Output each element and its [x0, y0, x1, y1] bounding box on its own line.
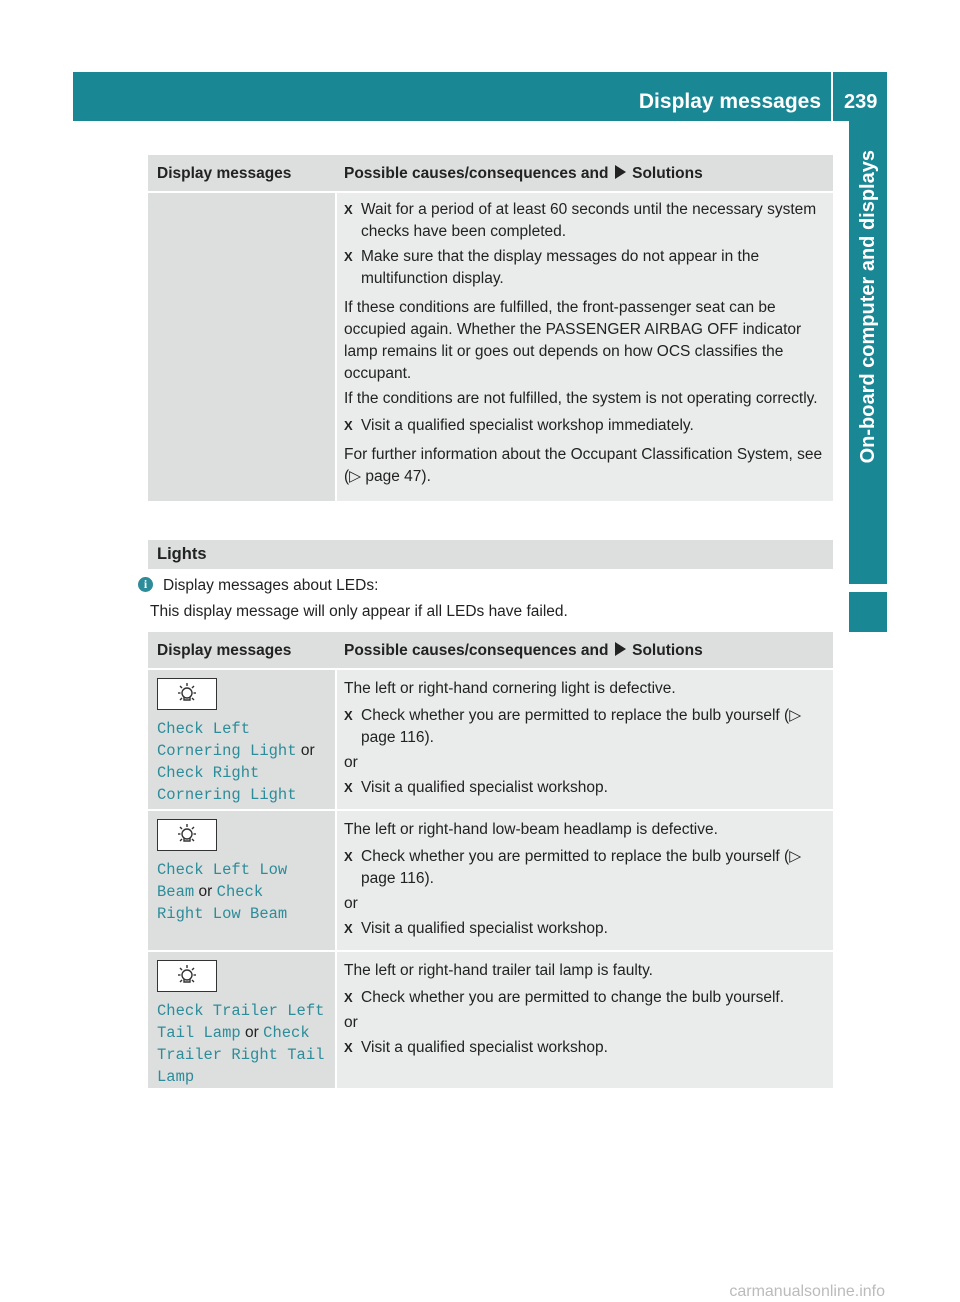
- table-continued: [148, 155, 833, 501]
- display-message-cell: Check Left Low Beam or Check Right Low Beam: [157, 819, 329, 925]
- message-code: Cornering Light: [157, 786, 297, 804]
- or-text: or: [344, 1014, 358, 1031]
- message-code: Check: [216, 883, 264, 901]
- bulb-icon: [157, 678, 217, 710]
- table-header: [148, 632, 833, 668]
- message-code: Check Right: [157, 764, 260, 782]
- bulb-icon: [157, 960, 217, 992]
- chapter-tab-label-wrap: [857, 150, 881, 570]
- list-item: X Wait for a period of at least 60 seconds until the necessary system checks have been completed.: [344, 201, 817, 240]
- col-header-solutions: Possible causes/consequences and Solutions: [344, 165, 703, 182]
- col-header-display-messages: Display messages: [157, 642, 292, 659]
- arrow-icon: [615, 642, 626, 656]
- message-code: Check: [263, 1024, 310, 1042]
- paragraph: For further information about the Occupant Classification System, see (▷ page 47).: [344, 446, 823, 485]
- page-number: 239: [844, 91, 878, 113]
- chapter-marker: [849, 592, 887, 632]
- solution-cell: [344, 960, 827, 1059]
- cause-text: The left or right-hand low-beam headlamp is defective.: [344, 821, 718, 838]
- list-item: X Visit a qualified specialist workshop.: [344, 920, 608, 937]
- row-content: [344, 199, 827, 488]
- list-item: X Visit a qualified specialist workshop.: [344, 779, 608, 796]
- message-code: Tail Lamp: [157, 1024, 241, 1042]
- list-item: X Visit a qualified specialist workshop.: [344, 1039, 608, 1056]
- arrow-icon: [615, 165, 626, 179]
- list-item: X Check whether you are permitted to replace the bulb yourself (▷ page 116).: [344, 848, 802, 887]
- display-message-cell: Check Left Cornering Light or Check Right Cornering Light: [157, 678, 329, 806]
- table-header: [148, 155, 833, 191]
- message-code: Beam: [157, 883, 195, 901]
- solution-cell: [344, 819, 827, 940]
- info-icon: i: [138, 577, 153, 592]
- or-text: or: [344, 895, 358, 912]
- list-item: X Check whether you are permitted to replace the bulb yourself (▷ page 116).: [344, 707, 802, 746]
- message-code: Check Left: [157, 720, 251, 738]
- section-heading: Lights: [148, 540, 833, 569]
- col-header-solutions: Possible causes/consequences and Solutions: [344, 642, 703, 659]
- cause-text: The left or right-hand trailer tail lamp is faulty.: [344, 962, 653, 979]
- page-title: Display messages: [638, 90, 821, 113]
- table-row: [148, 191, 833, 501]
- message-code: Check Left Low: [157, 861, 288, 879]
- info-text: This display message will only appear if all LEDs have failed.: [150, 603, 568, 620]
- message-code: Lamp: [157, 1068, 195, 1086]
- col-header-display-messages: Display messages: [157, 165, 292, 182]
- header-divider: [831, 72, 833, 121]
- list-item: X Make sure that the display messages do not appear in the multifunction display.: [344, 248, 760, 287]
- message-code: Trailer Right Tail: [157, 1046, 325, 1064]
- list-item: X Check whether you are permitted to change the bulb yourself.: [344, 989, 785, 1006]
- chapter-tab-label: On-board computer and displays: [857, 150, 879, 464]
- info-text: Display messages about LEDs:: [163, 577, 379, 594]
- or-text: or: [344, 754, 358, 771]
- bulb-icon: [157, 819, 217, 851]
- display-message-cell: Check Trailer Left Tail Lamp or Check Trailer Right Tail Lamp: [157, 960, 329, 1088]
- message-code: Check Trailer Left: [157, 1002, 325, 1020]
- message-code: Right Low Beam: [157, 905, 288, 923]
- table-row: [148, 668, 833, 809]
- message-code: Cornering Light: [157, 742, 297, 760]
- lights-table: [148, 632, 833, 1088]
- paragraph: If the conditions are not fulfilled, the system is not operating correctly.: [344, 390, 818, 407]
- cause-text: The left or right-hand cornering light is defective.: [344, 680, 676, 697]
- table-row: [148, 950, 833, 1088]
- table-row: [148, 809, 833, 950]
- solution-cell: [344, 678, 827, 799]
- paragraph: If these conditions are fulfilled, the front-passenger seat can be occupied again. Whether the PASSENGER AIRBAG OFF indicator lamp remains lit or goes out depends on how OCS classifies the occupant.: [344, 299, 802, 382]
- list-item: X Visit a qualified specialist workshop immediately.: [344, 417, 694, 434]
- footer-watermark: carmanualsonline.info: [729, 1283, 885, 1300]
